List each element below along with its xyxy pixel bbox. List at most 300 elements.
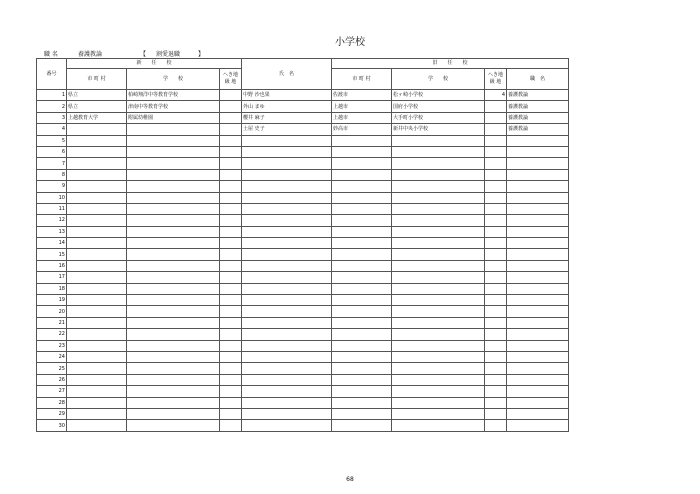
- cell-name: [242, 169, 332, 180]
- table-row: [37, 260, 569, 271]
- cell-new-city: [67, 306, 127, 317]
- cell-new-city: [67, 295, 127, 306]
- cell-row-number: 5: [37, 135, 67, 146]
- cell-new-hekichi: [220, 90, 242, 101]
- cell-old-city: [332, 260, 392, 271]
- cell-old-hekichi: [485, 295, 507, 306]
- cell-row-number: 21: [37, 317, 67, 328]
- cell-position: [507, 135, 569, 146]
- cell-position: 養護教論: [507, 112, 569, 123]
- cell-old-school: [392, 203, 485, 214]
- header-shin: 新 任 校: [67, 59, 242, 69]
- cell-old-city: [332, 215, 392, 226]
- table-row: [37, 306, 569, 317]
- cell-old-school: 新井中央小学校: [392, 124, 485, 135]
- cell-new-school: [127, 295, 220, 306]
- cell-row-number: 3: [37, 112, 67, 123]
- cell-name: [242, 226, 332, 237]
- cell-row-number: 24: [37, 351, 67, 362]
- cell-old-city: [332, 420, 392, 431]
- cell-new-city: [67, 283, 127, 294]
- cell-old-city: 上越市: [332, 101, 392, 112]
- cell-position: [507, 408, 569, 419]
- cell-name: 外山 まゆ: [242, 101, 332, 112]
- cell-new-school: [127, 283, 220, 294]
- cell-new-city: [67, 340, 127, 351]
- cell-new-hekichi: [220, 306, 242, 317]
- cell-old-hekichi: [485, 181, 507, 192]
- cell-new-hekichi: [220, 101, 242, 112]
- cell-new-hekichi: [220, 351, 242, 362]
- cell-name: [242, 351, 332, 362]
- cell-position: [507, 203, 569, 214]
- cell-name: [242, 420, 332, 431]
- cell-name: 中野 沙也果: [242, 90, 332, 101]
- cell-new-city: [67, 238, 127, 249]
- cell-new-school: [127, 351, 220, 362]
- cell-new-hekichi: [220, 397, 242, 408]
- cell-row-number: 23: [37, 340, 67, 351]
- cell-row-number: 16: [37, 260, 67, 271]
- cell-new-school: [127, 192, 220, 203]
- cell-row-number: 8: [37, 169, 67, 180]
- cell-name: [242, 215, 332, 226]
- cell-old-school: [392, 386, 485, 397]
- cell-new-city: [67, 386, 127, 397]
- cell-new-school: [127, 135, 220, 146]
- cell-new-city: [67, 260, 127, 271]
- cell-new-hekichi: [220, 340, 242, 351]
- cell-old-city: 佐渡市: [332, 90, 392, 101]
- cell-row-number: 20: [37, 306, 67, 317]
- cell-old-city: [332, 169, 392, 180]
- cell-old-hekichi: [485, 169, 507, 180]
- cell-old-school: [392, 215, 485, 226]
- cell-new-school: [127, 408, 220, 419]
- cell-old-city: [332, 238, 392, 249]
- cell-name: [242, 238, 332, 249]
- cell-position: 養護教論: [507, 90, 569, 101]
- cell-position: [507, 158, 569, 169]
- table-row: [37, 192, 569, 203]
- cell-old-school: [392, 135, 485, 146]
- cell-old-school: 国府小学校: [392, 101, 485, 112]
- cell-new-school: [127, 249, 220, 260]
- cell-old-school: [392, 317, 485, 328]
- cell-old-city: [332, 283, 392, 294]
- cell-new-school: [127, 260, 220, 271]
- page-title: 小学校: [335, 37, 365, 48]
- cell-new-hekichi: [220, 363, 242, 374]
- cell-name: [242, 249, 332, 260]
- cell-row-number: 22: [37, 329, 67, 340]
- cell-old-city: [332, 226, 392, 237]
- table-row: [37, 420, 569, 431]
- table-row: [37, 317, 569, 328]
- cell-old-hekichi: [485, 249, 507, 260]
- cell-new-city: [67, 158, 127, 169]
- cell-old-school: [392, 181, 485, 192]
- cell-row-number: 18: [37, 283, 67, 294]
- cell-old-city: [332, 272, 392, 283]
- cell-old-hekichi: [485, 101, 507, 112]
- cell-position: [507, 283, 569, 294]
- cell-new-city: [67, 329, 127, 340]
- cell-old-hekichi: [485, 420, 507, 431]
- cell-position: [507, 192, 569, 203]
- cell-old-hekichi: [485, 397, 507, 408]
- cell-new-city: [67, 181, 127, 192]
- cell-new-school: [127, 420, 220, 431]
- cell-name: [242, 260, 332, 271]
- cell-old-school: [392, 192, 485, 203]
- table-row: [37, 181, 569, 192]
- cell-old-hekichi: [485, 283, 507, 294]
- cell-old-hekichi: [485, 260, 507, 271]
- cell-old-hekichi: [485, 272, 507, 283]
- cell-new-city: [67, 317, 127, 328]
- cell-old-school: 大手町小学校: [392, 112, 485, 123]
- cell-old-hekichi: [485, 124, 507, 135]
- cell-row-number: 7: [37, 158, 67, 169]
- cell-row-number: 10: [37, 192, 67, 203]
- cell-name: [242, 283, 332, 294]
- cell-name: [242, 192, 332, 203]
- bracket-open: 【: [140, 51, 147, 58]
- cell-row-number: 28: [37, 397, 67, 408]
- cell-new-school: [127, 238, 220, 249]
- cell-new-hekichi: [220, 192, 242, 203]
- cell-new-hekichi: [220, 238, 242, 249]
- cell-position: [507, 260, 569, 271]
- cell-new-hekichi: [220, 374, 242, 385]
- cell-new-school: 附属幼稚園: [127, 112, 220, 123]
- cell-new-school: [127, 203, 220, 214]
- cell-name: [242, 181, 332, 192]
- cell-new-hekichi: [220, 295, 242, 306]
- cell-new-city: 県立: [67, 90, 127, 101]
- cell-position: 養護教論: [507, 124, 569, 135]
- table-row: [37, 329, 569, 340]
- cell-row-number: 26: [37, 374, 67, 385]
- cell-row-number: 1: [37, 90, 67, 101]
- cell-old-school: [392, 306, 485, 317]
- cell-position: [507, 215, 569, 226]
- cell-old-school: [392, 351, 485, 362]
- cell-name: [242, 329, 332, 340]
- cell-old-city: 妙高市: [332, 124, 392, 135]
- table-row: [37, 408, 569, 419]
- cell-old-city: [332, 351, 392, 362]
- cell-row-number: 13: [37, 226, 67, 237]
- category-label: 割愛退職: [156, 51, 181, 58]
- cell-new-school: 津南中等教育学校: [127, 101, 220, 112]
- cell-row-number: 11: [37, 203, 67, 214]
- header-old-hekichi: へき地 級 地: [485, 69, 507, 90]
- cell-new-city: [67, 124, 127, 135]
- cell-old-hekichi: [485, 351, 507, 362]
- cell-position: [507, 169, 569, 180]
- cell-name: [242, 363, 332, 374]
- cell-row-number: 6: [37, 146, 67, 157]
- cell-old-city: [332, 295, 392, 306]
- cell-new-hekichi: [220, 124, 242, 135]
- cell-new-hekichi: [220, 420, 242, 431]
- cell-position: [507, 272, 569, 283]
- cell-old-school: [392, 272, 485, 283]
- cell-row-number: 15: [37, 249, 67, 260]
- header-new-shichoson: 市 町 村: [67, 69, 127, 90]
- cell-name: [242, 146, 332, 157]
- cell-old-school: [392, 226, 485, 237]
- cell-position: [507, 340, 569, 351]
- cell-name: [242, 397, 332, 408]
- cell-old-hekichi: [485, 112, 507, 123]
- transfer-table: [36, 58, 569, 432]
- table-row: [37, 124, 569, 135]
- page-number: 68: [346, 476, 354, 483]
- cell-position: [507, 181, 569, 192]
- cell-new-school: [127, 329, 220, 340]
- cell-row-number: 4: [37, 124, 67, 135]
- cell-old-school: [392, 408, 485, 419]
- header-kyu: 旧 任 校: [332, 59, 569, 69]
- cell-old-hekichi: [485, 135, 507, 146]
- cell-old-school: [392, 295, 485, 306]
- cell-name: [242, 295, 332, 306]
- cell-new-city: [67, 146, 127, 157]
- cell-old-hekichi: [485, 226, 507, 237]
- cell-old-school: [392, 397, 485, 408]
- cell-name: [242, 374, 332, 385]
- table-row: [37, 112, 569, 123]
- cell-row-number: 17: [37, 272, 67, 283]
- cell-row-number: 25: [37, 363, 67, 374]
- cell-old-city: [332, 408, 392, 419]
- cell-row-number: 9: [37, 181, 67, 192]
- table-row: [37, 249, 569, 260]
- cell-old-hekichi: [485, 146, 507, 157]
- cell-name: [242, 158, 332, 169]
- table-row: [37, 340, 569, 351]
- cell-name: [242, 203, 332, 214]
- cell-old-city: [332, 181, 392, 192]
- cell-old-hekichi: [485, 203, 507, 214]
- cell-new-city: [67, 272, 127, 283]
- cell-old-city: [332, 135, 392, 146]
- cell-position: [507, 420, 569, 431]
- cell-position: [507, 249, 569, 260]
- cell-new-city: [67, 374, 127, 385]
- cell-new-city: [67, 363, 127, 374]
- cell-name: [242, 317, 332, 328]
- cell-new-school: [127, 146, 220, 157]
- cell-old-city: [332, 386, 392, 397]
- cell-old-city: [332, 329, 392, 340]
- cell-new-hekichi: [220, 408, 242, 419]
- cell-position: [507, 329, 569, 340]
- cell-new-school: [127, 397, 220, 408]
- cell-position: [507, 397, 569, 408]
- cell-new-hekichi: [220, 146, 242, 157]
- table-row: [37, 215, 569, 226]
- cell-old-city: [332, 158, 392, 169]
- cell-old-hekichi: [485, 215, 507, 226]
- cell-old-hekichi: [485, 340, 507, 351]
- cell-old-school: [392, 169, 485, 180]
- cell-new-hekichi: [220, 112, 242, 123]
- cell-new-school: [127, 386, 220, 397]
- table-row: [37, 272, 569, 283]
- cell-new-school: 柏崎翔洋中等教育学校: [127, 90, 220, 101]
- cell-new-city: [67, 420, 127, 431]
- cell-new-hekichi: [220, 249, 242, 260]
- table-row: [37, 363, 569, 374]
- cell-new-school: [127, 306, 220, 317]
- cell-new-hekichi: [220, 169, 242, 180]
- cell-new-hekichi: [220, 135, 242, 146]
- cell-position: 養護教論: [507, 101, 569, 112]
- cell-position: [507, 374, 569, 385]
- cell-old-city: [332, 192, 392, 203]
- cell-position: [507, 351, 569, 362]
- table-row: [37, 90, 569, 101]
- header-new-hekichi: へき地 級 地: [220, 69, 242, 90]
- header-old-gakko: 学 校: [392, 69, 485, 90]
- cell-new-school: [127, 158, 220, 169]
- cell-old-school: [392, 146, 485, 157]
- cell-old-school: [392, 238, 485, 249]
- table-row: [37, 135, 569, 146]
- table-row: [37, 351, 569, 362]
- cell-old-hekichi: [485, 306, 507, 317]
- cell-new-school: [127, 272, 220, 283]
- table-row: [37, 238, 569, 249]
- cell-old-hekichi: 4: [485, 90, 507, 101]
- cell-old-school: 松ヶ崎小学校: [392, 90, 485, 101]
- cell-old-city: [332, 249, 392, 260]
- table-row: [37, 397, 569, 408]
- cell-new-hekichi: [220, 181, 242, 192]
- cell-new-city: [67, 135, 127, 146]
- cell-position: [507, 317, 569, 328]
- shokumei-value: 養護教論: [78, 51, 103, 58]
- cell-name: [242, 272, 332, 283]
- cell-new-hekichi: [220, 158, 242, 169]
- cell-position: [507, 238, 569, 249]
- cell-old-city: [332, 306, 392, 317]
- cell-old-school: [392, 260, 485, 271]
- table-row: [37, 226, 569, 237]
- cell-new-hekichi: [220, 226, 242, 237]
- cell-old-hekichi: [485, 374, 507, 385]
- cell-new-hekichi: [220, 260, 242, 271]
- cell-new-hekichi: [220, 386, 242, 397]
- table-row: [37, 203, 569, 214]
- cell-old-school: [392, 363, 485, 374]
- cell-old-hekichi: [485, 158, 507, 169]
- cell-new-school: [127, 363, 220, 374]
- cell-new-hekichi: [220, 215, 242, 226]
- cell-new-city: [67, 203, 127, 214]
- cell-new-hekichi: [220, 272, 242, 283]
- cell-new-school: [127, 226, 220, 237]
- cell-new-school: [127, 181, 220, 192]
- cell-new-school: [127, 317, 220, 328]
- cell-old-hekichi: [485, 386, 507, 397]
- cell-old-city: [332, 374, 392, 385]
- cell-new-school: [127, 374, 220, 385]
- cell-name: [242, 306, 332, 317]
- cell-old-school: [392, 420, 485, 431]
- cell-old-school: [392, 158, 485, 169]
- cell-name: [242, 386, 332, 397]
- table-row: [37, 169, 569, 180]
- header-old-shichoson: 市 町 村: [332, 69, 392, 90]
- cell-new-city: [67, 397, 127, 408]
- cell-position: [507, 363, 569, 374]
- cell-row-number: 27: [37, 386, 67, 397]
- cell-old-school: [392, 374, 485, 385]
- cell-old-city: [332, 363, 392, 374]
- header-shokumei: 職 名: [507, 69, 569, 90]
- cell-position: [507, 226, 569, 237]
- cell-old-hekichi: [485, 317, 507, 328]
- cell-new-school: [127, 169, 220, 180]
- cell-position: [507, 386, 569, 397]
- table-row: [37, 146, 569, 157]
- cell-name: [242, 408, 332, 419]
- cell-new-school: [127, 215, 220, 226]
- cell-row-number: 12: [37, 215, 67, 226]
- cell-row-number: 30: [37, 420, 67, 431]
- cell-row-number: 19: [37, 295, 67, 306]
- cell-position: [507, 295, 569, 306]
- shokumei-label: 職 名: [44, 51, 58, 58]
- cell-new-city: [67, 249, 127, 260]
- header-new-gakko: 学 校: [127, 69, 220, 90]
- cell-old-hekichi: [485, 363, 507, 374]
- cell-new-city: [67, 226, 127, 237]
- cell-old-hekichi: [485, 329, 507, 340]
- cell-new-city: [67, 169, 127, 180]
- cell-new-hekichi: [220, 283, 242, 294]
- header-shimei: 氏 名: [242, 59, 332, 90]
- table-row: [37, 101, 569, 112]
- cell-name: 土屋 史子: [242, 124, 332, 135]
- cell-new-city: [67, 351, 127, 362]
- cell-new-hekichi: [220, 329, 242, 340]
- cell-old-hekichi: [485, 192, 507, 203]
- cell-old-school: [392, 283, 485, 294]
- cell-row-number: 2: [37, 101, 67, 112]
- header-bango: 番号: [37, 59, 67, 90]
- cell-new-city: 県立: [67, 101, 127, 112]
- table-row: [37, 158, 569, 169]
- cell-old-city: [332, 203, 392, 214]
- bracket-close: 】: [198, 51, 205, 58]
- table-row: [37, 386, 569, 397]
- cell-row-number: 14: [37, 238, 67, 249]
- cell-name: 櫻井 麻子: [242, 112, 332, 123]
- cell-name: [242, 135, 332, 146]
- cell-new-city: [67, 408, 127, 419]
- cell-row-number: 29: [37, 408, 67, 419]
- table-row: [37, 374, 569, 385]
- cell-old-hekichi: [485, 238, 507, 249]
- cell-name: [242, 340, 332, 351]
- table-row: [37, 295, 569, 306]
